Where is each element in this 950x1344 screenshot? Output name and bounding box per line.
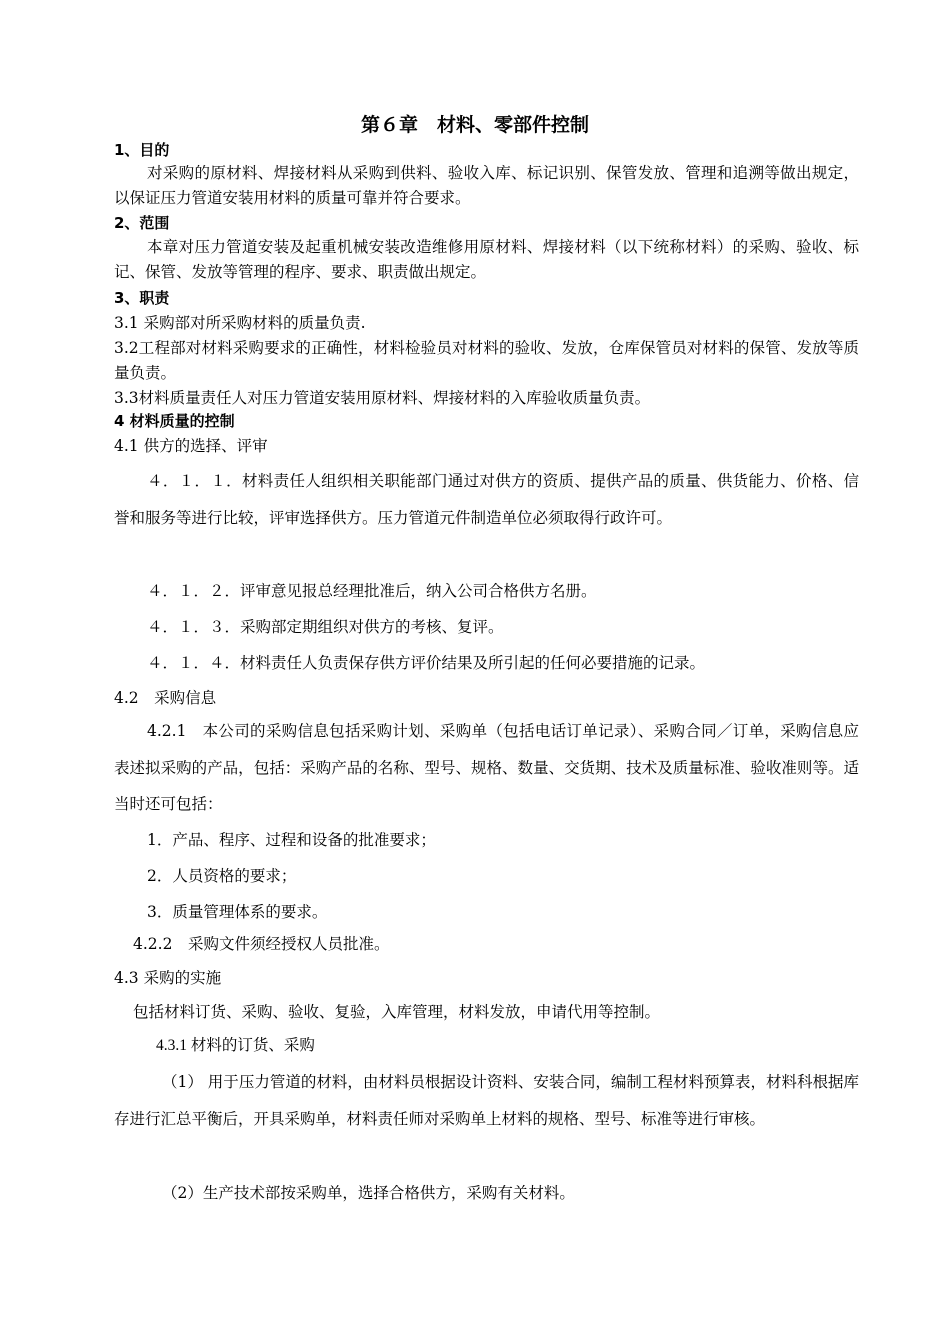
clause-4-3-intro: 包括材料订货、采购、验收、复验，入库管理，材料发放，申请代用等控制。	[133, 1003, 661, 1021]
subsection-4-3-1-title: 4.3.1 材料的订货、采购	[156, 1037, 315, 1054]
subsection-4-2-title: 4.2 采购信息	[114, 689, 217, 707]
clause-4-3-1-2: （2）生产技术部按采购单，选择合格供方，采购有关材料。	[162, 1184, 575, 1202]
responsibility-3-3: 3.3材料质量责任人对压力管道安装用原材料、焊接材料的入库验收质量负责。	[114, 389, 651, 407]
clause-4-2-2: 4.2.2 采购文件须经授权人员批准。	[133, 935, 390, 953]
subsection-4-3-title: 4.3 采购的实施	[114, 969, 222, 987]
scope-paragraph: 本章对压力管道安装及起重机械安装改造维修用原材料、焊接材料（以下统称材料）的采购、验收、标记、保管、发放等管理的程序、要求、职责做出规定。	[114, 238, 859, 281]
clause-4-1-4: ４．１．４．材料责任人负责保存供方评价结果及所引起的任何必要措施的记录。	[147, 654, 706, 672]
section-heading-purpose: 1、目的	[114, 141, 170, 159]
clause-4-2-1: 4.2.1 本公司的采购信息包括采购计划、采购单（包括电话订单记录）、采购合同／订单，采购信息应表述拟采购的产品，包括：采购产品的名称、型号、规格、数量、交货期、技术及质量标准、验收准则等。适当时还可包括：	[114, 722, 859, 813]
purpose-paragraph: 对采购的原材料、焊接材料从采购到供料、验收入库、标记识别、保管发放、管理和追溯等做出规定，以保证压力管道安装用材料的质量可靠并符合要求。	[114, 164, 859, 207]
section-heading-responsibilities: 3、职责	[114, 289, 170, 307]
clause-4-1-2: ４．１．２．评审意见报总经理批准后，纳入公司合格供方名册。	[147, 582, 597, 600]
clause-4-1-1: ４．１．１．材料责任人组织相关职能部门通过对供方的资质、提供产品的质量、供货能力、价格、信誉和服务等进行比较，评审选择供方。压力管道元件制造单位必须取得行政许可。	[114, 472, 859, 527]
responsibility-3-1: 3.1 采购部对所采购材料的质量负责.	[114, 314, 366, 332]
list-item-quality-system: 3．质量管理体系的要求。	[147, 903, 328, 921]
subsection-4-1-title: 4.1 供方的选择、评审	[114, 437, 268, 455]
section-heading-scope: 2、范围	[114, 214, 170, 232]
clause-4-3-1-1: （1） 用于压力管道的材料，由材料员根据设计资料、安装合同，编制工程材料预算表，材料科根据库存进行汇总平衡后，开具采购单，材料责任师对采购单上材料的规格、型号、标准等进行审核。	[114, 1073, 859, 1128]
responsibility-3-2: 3.2工程部对材料采购要求的正确性，材料检验员对材料的验收、发放，仓库保管员对材料的保管、发放等质量负责。	[114, 339, 859, 382]
chapter-title: 第６章 材料、零部件控制	[360, 114, 589, 136]
clause-4-1-3: ４．１．３．采购部定期组织对供方的考核、复评。	[147, 618, 504, 636]
list-item-personnel-qualification: 2．人员资格的要求；	[147, 867, 297, 885]
list-item-approval-requirements: 1．产品、程序、过程和设备的批准要求；	[147, 831, 436, 849]
section-heading-material-quality: 4 材料质量的控制	[114, 412, 235, 430]
